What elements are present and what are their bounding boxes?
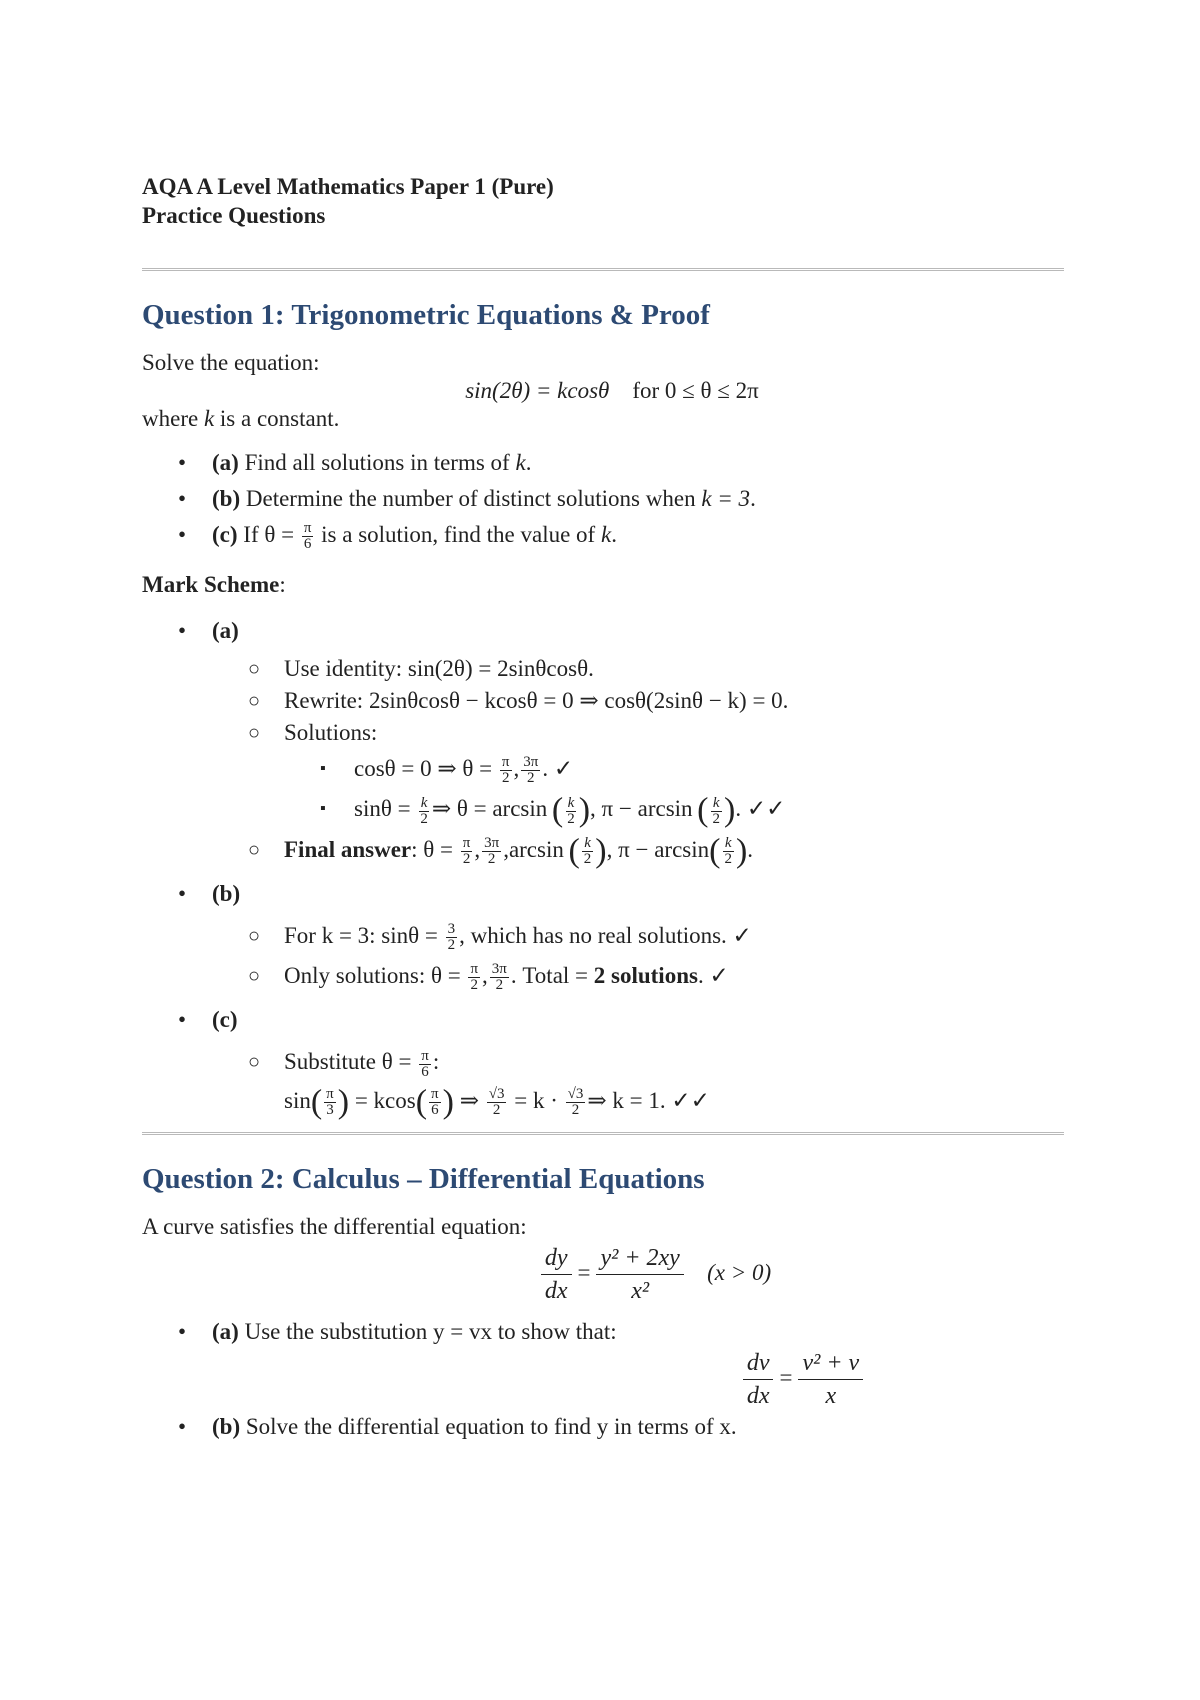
- q2-substitution-equation: $\frac{dv}{dx}$ = $\frac{\text{v² + v}}{x}$: [142, 1347, 1064, 1412]
- ms-c-working: sin( $\frac{\pi}{3}$ ) = kcos( $\frac{\pi}{6}$ ) ⇒ $\frac{√3}{2}$ = k · $\frac{√3}{2}$ ⇒ k = 1. ✓✓: [284, 1083, 710, 1121]
- ms-a-rewrite: ○ Rewrite: 2sinθcosθ − kcosθ = 0 ⇒ cosθ(2sinθ − k) = 0.: [248, 688, 789, 714]
- q2-part-b: • (b) Solve the differential equation to find y in terms of x.: [178, 1413, 737, 1439]
- question-2-heading: Question 2: Calculus – Differential Equations: [142, 1162, 705, 1195]
- ms-b-line1: ○ For k = 3: sinθ = $\frac{3}{2}$ , which has no real solutions. ✓: [248, 921, 752, 954]
- ms-a-identity: ○ Use identity: sin(2θ) = 2sinθcosθ.: [248, 656, 594, 682]
- ms-part-a: • (a): [178, 618, 239, 644]
- q1-equation: sin(2θ) = kcosθ for 0 ≤ θ ≤ 2π: [465, 378, 759, 403]
- q1-where: where k is a constant.: [142, 406, 340, 431]
- q2-intro: A curve satisfies the differential equation:: [142, 1213, 527, 1239]
- ms-b-line2: ○ Only solutions: θ = $\frac{\pi}{2}$ , $\frac{3\pi}{2}$ . Total = 2 solutions. ✓: [248, 961, 729, 994]
- ms-a-final-answer: ○ Final answer: θ = $\frac{\pi}{2}$ , $\frac{3\pi}{2}$ ,arcsin ( $\frac{k}{2}$ ), π − arcsin( $\frac{k}{2}$ ).: [248, 832, 754, 870]
- q1-part-a: • (a) Find all solutions in terms of k.: [178, 450, 532, 475]
- ms-part-b: • (b): [178, 880, 241, 906]
- question-1-heading: Question 1: Trigonometric Equations & Proof: [142, 299, 710, 331]
- q1-part-b: • (b) Determine the number of distinct solutions when k = 3.: [178, 486, 756, 511]
- ms-a-solutions: ○ Solutions:: [248, 720, 378, 746]
- q1-intro: Solve the equation:: [142, 350, 320, 375]
- ms-a-solution-sin: ▪ sinθ = $\frac{k}{2}$ ⇒ θ = arcsin ( $\frac{k}{2}$ ), π − arcsin ( $\frac{k}{2}$ ). ✓✓: [320, 792, 786, 830]
- q2-differential-equation: $\frac{dy}{dx}$ = $\frac{\text{y² + 2xy}}{\text{x²}}$ (x > 0): [142, 1242, 1064, 1307]
- ms-part-c: • (c): [178, 1007, 238, 1033]
- q2-part-a: • (a) Use the substitution y = vx to show that:: [178, 1318, 617, 1344]
- ms-c-substitute: ○ Substitute θ = $\frac{\pi}{6}$ :: [248, 1047, 440, 1080]
- ms-a-solution-cos: ▪ cosθ = 0 ⇒ θ = $\frac{\pi}{2}$ , $\frac{3\pi}{2}$ . ✓: [320, 754, 574, 787]
- document-subtitle: Practice Questions: [142, 203, 326, 228]
- q1-part-c: • (c) If θ = $\frac{\pi}{6}$ is a solution, find the value of k.: [178, 520, 617, 553]
- mark-scheme-label: Mark Scheme:: [142, 572, 286, 598]
- document-page: [142, 172, 1064, 1442]
- document-title: AQA A Level Mathematics Paper 1 (Pure): [142, 174, 554, 199]
